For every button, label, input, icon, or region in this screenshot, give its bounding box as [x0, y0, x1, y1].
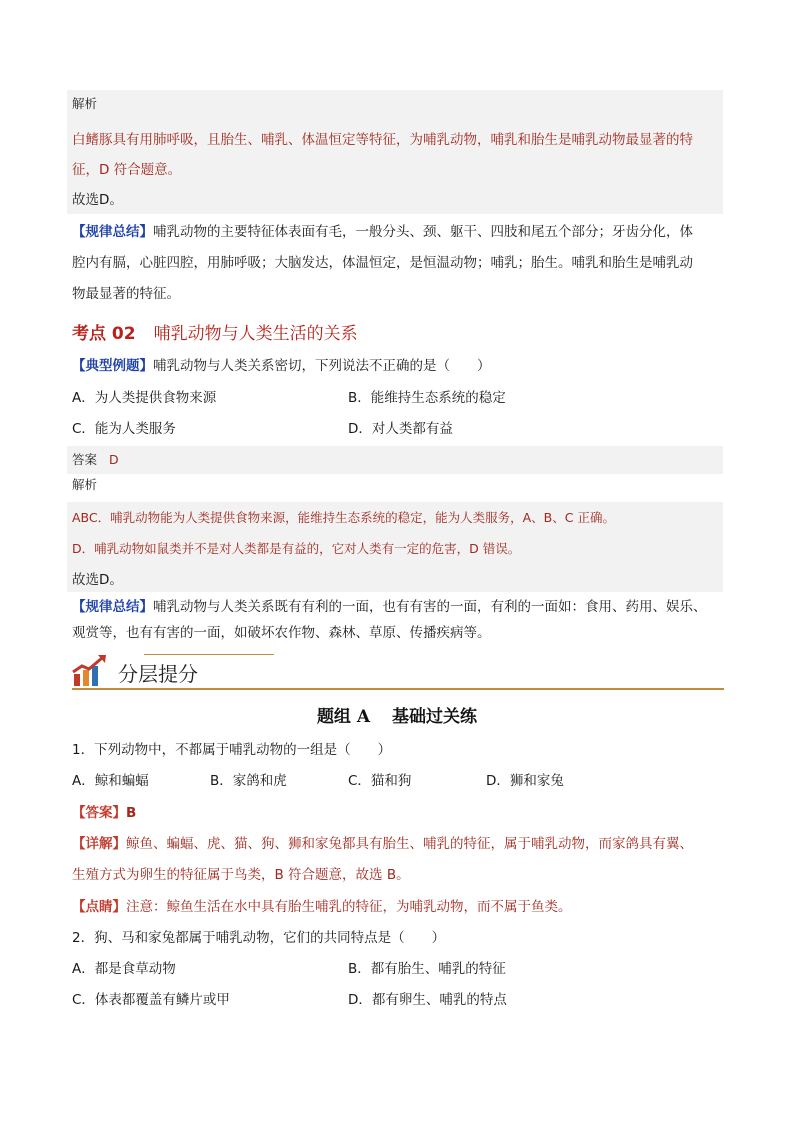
rule-summary-tag: 【规律总结】	[72, 224, 153, 240]
q2-option-d: D．都有卵生、哺乳的特点	[348, 992, 507, 1008]
q2-stem: 2．狗、马和家兔都属于哺乳动物，它们的共同特点是（ ）	[72, 930, 446, 946]
group-label: 题组 A	[316, 707, 371, 727]
example-option-a: A．为人类提供食物来源	[72, 390, 217, 406]
section-top-rule	[144, 654, 274, 655]
rule-summary-2-tag: 【规律总结】	[72, 599, 153, 615]
q1-option-a: A．鲸和蝙蝠	[72, 773, 149, 789]
q1-detail-line-1	[72, 834, 693, 854]
kaodian-heading	[72, 319, 358, 344]
analysis-label: 解析	[72, 96, 98, 111]
q1-answer-tag: 【答案】	[72, 805, 126, 821]
q1-detail-tag: 【详解】	[72, 836, 126, 852]
rule-summary-2-line-1	[72, 597, 707, 617]
analysis-text-line-2: 征，D 符合题意。	[72, 162, 182, 178]
kaodian-number: 考点 02	[72, 324, 136, 344]
example-option-c: C．能为人类服务	[72, 421, 176, 437]
q1-detail-text: 鲸鱼、蝙蝠、虎、猫、狗、狮和家兔都具有胎生、哺乳的特征，属于哺乳动物，而家鸽具有翼、	[126, 836, 693, 852]
q1-option-d: D．狮和家兔	[486, 773, 564, 789]
example-answer	[72, 450, 119, 470]
example-tag: 【典型例题】	[72, 358, 153, 374]
q1-option-b: B．家鸽和虎	[210, 773, 287, 789]
rule-summary-1-line-1	[72, 222, 693, 242]
group-title	[0, 702, 794, 727]
section-bottom-rule	[72, 688, 724, 690]
rule-summary-2-text: 哺乳动物与人类关系既有有利的一面，也有有害的一面，有利的一面如：食用、药用、娱乐、	[153, 599, 707, 615]
example-analysis-label: 解析	[72, 477, 98, 492]
q2-option-c: C．体表都覆盖有鳞片或甲	[72, 992, 230, 1008]
section-title: 分层提分	[118, 662, 198, 686]
bar-chart-growth-icon	[72, 654, 108, 688]
analysis-block-1	[67, 90, 723, 214]
answer-value: D	[109, 452, 119, 467]
rule-summary-2-line-2: 观赏等，也有有害的一面，如破坏农作物、森林、草原、传播疾病等。	[72, 625, 491, 641]
example-conclusion: 故选D。	[72, 572, 123, 588]
group-name: 基础过关练	[392, 707, 478, 727]
example-stem: 哺乳动物与人类关系密切，下列说法不正确的是（ ）	[153, 358, 491, 374]
rule-summary-1-line-3: 物最显著的特征。	[72, 286, 180, 302]
rule-summary-text: 哺乳动物的主要特征体表面有毛，一般分头、颈、躯干、四肢和尾五个部分；牙齿分化，体	[153, 224, 693, 240]
q2-option-a: A．都是食草动物	[72, 961, 176, 977]
example-option-d: D．对人类都有益	[348, 421, 453, 437]
answer-block	[67, 446, 723, 474]
analysis-text-line-1: 白鳍豚具有用肺呼吸，且胎生、哺乳、体温恒定等特征，为哺乳动物，哺乳和胎生是哺乳动物最显著的特	[72, 132, 693, 148]
q1-tip-text: 注意：鲸鱼生活在水中具有胎生哺乳的特征，为哺乳动物，而不属于鱼类。	[126, 899, 572, 915]
q1-answer	[72, 803, 136, 823]
answer-label: 答案	[72, 452, 98, 467]
q1-detail-line-2: 生殖方式为卵生的特征属于鸟类，B 符合题意，故选 B。	[72, 867, 410, 883]
q1-stem: 1．下列动物中，不都属于哺乳动物的一组是（ ）	[72, 742, 392, 758]
rule-summary-1-line-2: 腔内有膈，心脏四腔，用肺呼吸；大脑发达，体温恒定，是恒温动物；哺乳；胎生。哺乳和胎生是哺乳动	[72, 255, 693, 271]
kaodian-title: 哺乳动物与人类生活的关系	[153, 324, 358, 344]
example-question	[72, 356, 491, 376]
q1-tip	[72, 897, 572, 917]
example-option-b: B．能维持生态系统的稳定	[348, 390, 506, 406]
q1-answer-value: B	[126, 805, 137, 821]
q2-option-b: B．都有胎生、哺乳的特征	[348, 961, 506, 977]
q1-tip-tag: 【点睛】	[72, 899, 126, 915]
q1-option-c: C．猫和狗	[348, 773, 412, 789]
analysis-conclusion: 故选D。	[72, 192, 123, 208]
example-analysis-line-2: D．哺乳动物如鼠类并不是对人类都是有益的，它对人类有一定的危害，D 错误。	[72, 541, 521, 556]
example-analysis-line-1: ABC．哺乳动物能为人类提供食物来源，能维持生态系统的稳定，能为人类服务，A、B、C 正确。	[72, 510, 615, 525]
